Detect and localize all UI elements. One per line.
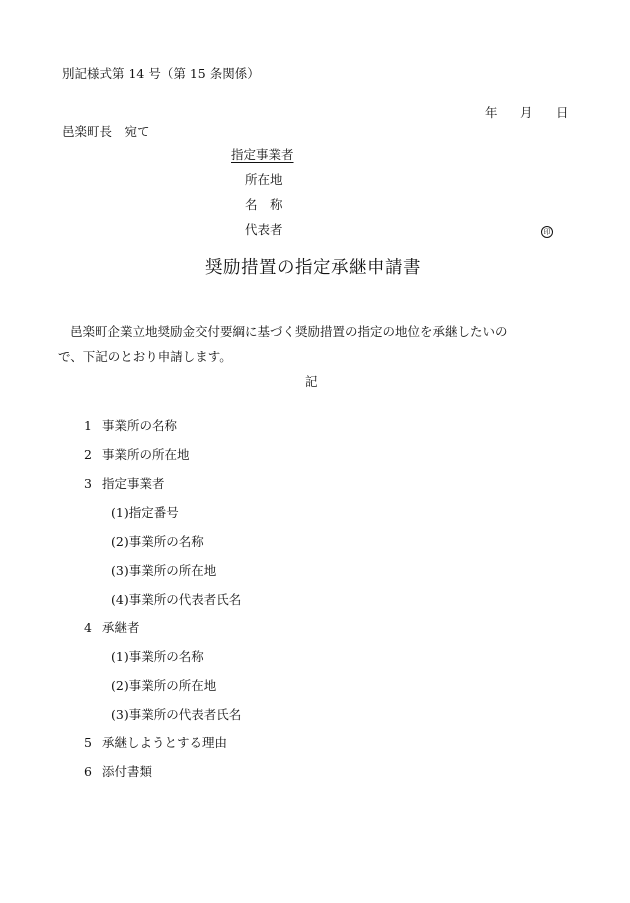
- sub-item: (4)事業所の代表者氏名: [111, 592, 242, 607]
- item-number: 5: [84, 735, 92, 750]
- addressee: 邑楽町長 宛て: [62, 124, 150, 139]
- item-text: 承継しようとする理由: [102, 735, 228, 750]
- date-day-label: 日: [556, 105, 569, 120]
- item-text: 承継者: [102, 620, 140, 635]
- item-number: 2: [84, 447, 92, 462]
- sub-item: (1)指定番号: [111, 505, 179, 520]
- date-year-label: 年: [485, 105, 498, 120]
- item-number: 4: [84, 620, 92, 635]
- sub-item: (3)事業所の所在地: [111, 563, 217, 578]
- applicant-heading: 指定事業者: [231, 147, 294, 162]
- sub-item: (3)事業所の代表者氏名: [111, 707, 242, 722]
- item-text: 添付書類: [102, 764, 153, 779]
- sub-item: (2)事業所の所在地: [111, 678, 217, 693]
- list-item: [84, 420, 177, 433]
- sub-item: (2)事業所の名称: [111, 534, 204, 549]
- list-item: [84, 766, 152, 779]
- item-text: 指定事業者: [102, 476, 165, 491]
- item-number: 6: [84, 764, 92, 779]
- list-item: [84, 622, 140, 635]
- body-paragraph: [58, 319, 570, 369]
- name-label: 名 称: [245, 197, 283, 212]
- document-title: 奨励措置の指定承継申請書: [205, 258, 421, 278]
- ki-heading: 記: [305, 374, 318, 389]
- item-number: 1: [84, 418, 92, 433]
- form-number: 別記様式第 14 号（第 15 条関係）: [62, 66, 260, 81]
- seal-mark: 印: [541, 226, 553, 238]
- body-line-2: で、下記のとおり申請します。: [58, 349, 232, 364]
- list-item: [84, 478, 165, 491]
- item-text: 事業所の所在地: [102, 447, 190, 462]
- sub-item: (1)事業所の名称: [111, 649, 204, 664]
- list-item: [84, 449, 190, 462]
- item-text: 事業所の名称: [102, 418, 178, 433]
- address-label: 所在地: [245, 172, 283, 187]
- date-month-label: 月: [520, 105, 533, 120]
- list-item: [84, 737, 227, 750]
- representative-label: 代表者: [245, 222, 283, 237]
- body-line-1: 邑楽町企業立地奨励金交付要綱に基づく奨励措置の指定の地位を承継したいの: [70, 324, 508, 339]
- item-number: 3: [84, 476, 92, 491]
